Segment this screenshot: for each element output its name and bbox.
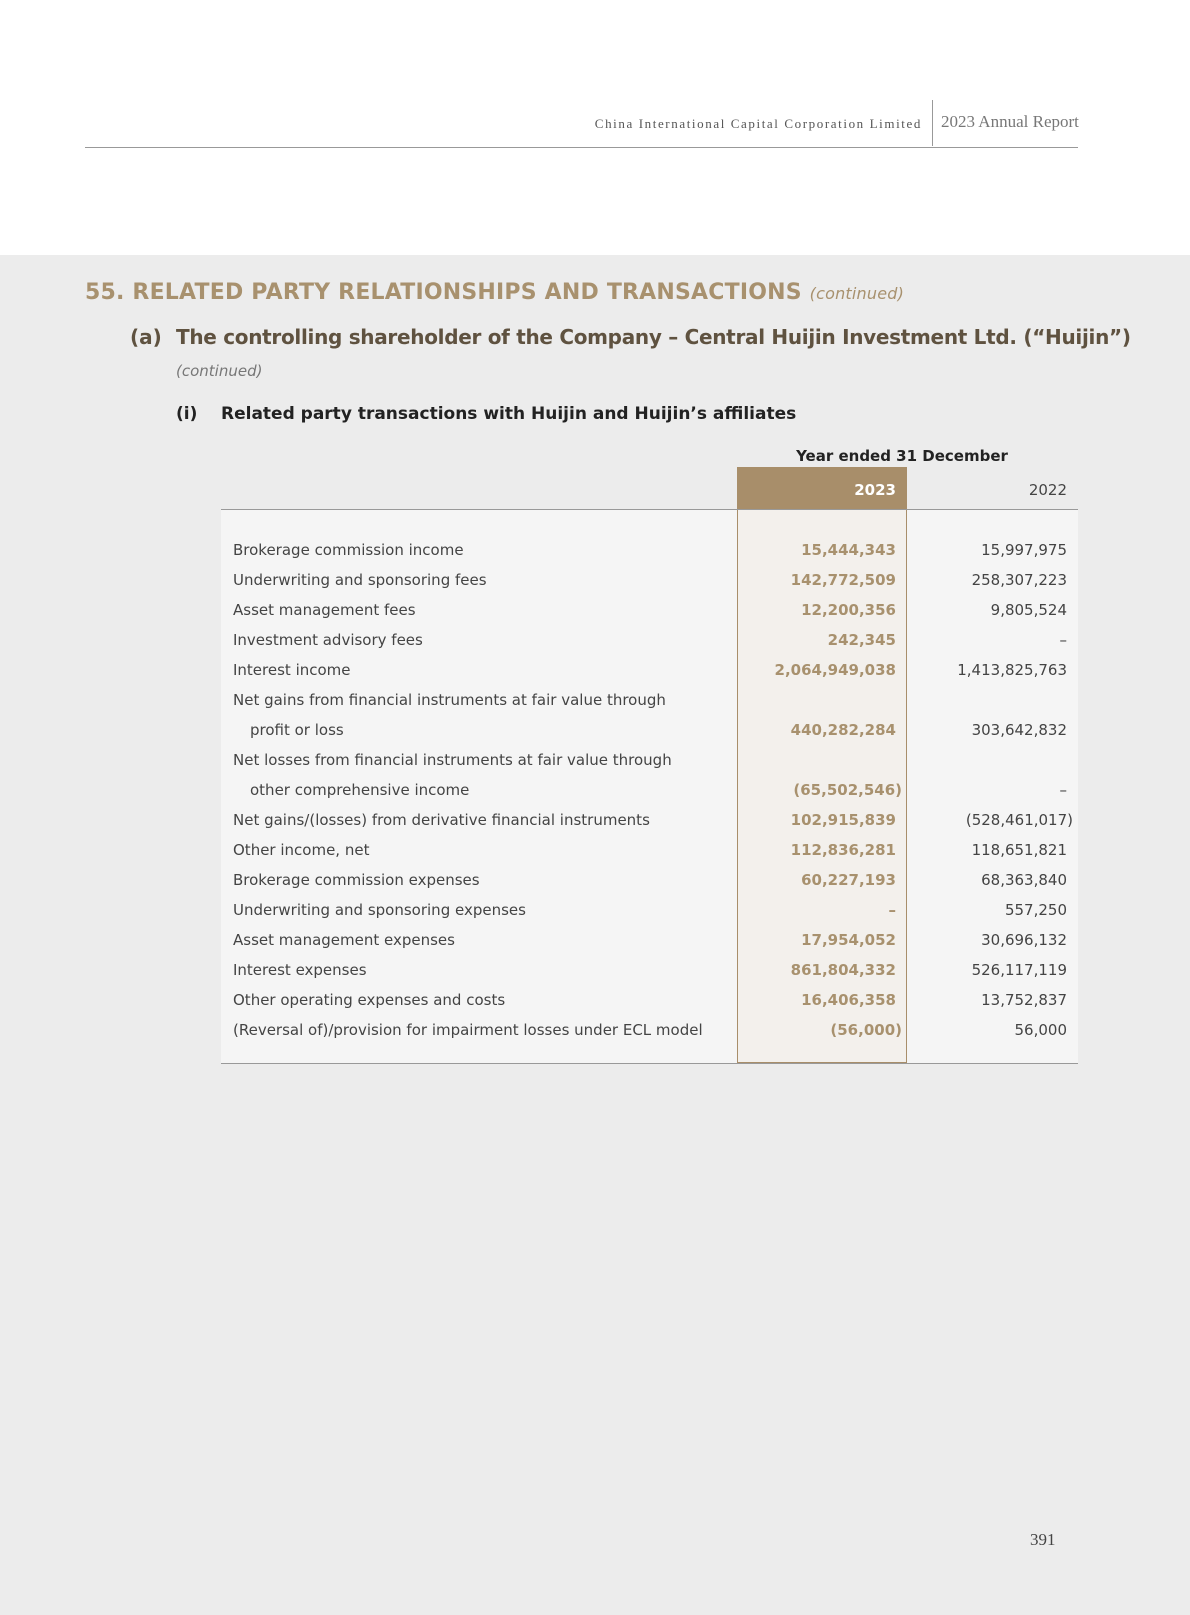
header-report-title: 2023 Annual Report xyxy=(941,112,1079,131)
value-2022: 56,000 xyxy=(1014,1021,1067,1039)
value-2023: 12,200,356 xyxy=(801,601,896,619)
table-row xyxy=(221,805,1078,835)
table-row xyxy=(221,985,1078,1015)
subsubsection-number: (i) xyxy=(176,404,198,424)
table-row xyxy=(221,655,1078,685)
value-2022: 15,997,975 xyxy=(981,541,1067,559)
row-label: profit or loss xyxy=(250,721,344,739)
value-2022: 13,752,837 xyxy=(981,991,1067,1009)
value-2023: 242,345 xyxy=(827,631,896,649)
value-2022: – xyxy=(1059,781,1067,799)
header-rule xyxy=(85,147,1078,148)
subsection-number: (a) xyxy=(130,325,162,349)
value-2022: – xyxy=(1059,631,1067,649)
table-row xyxy=(221,535,1078,565)
value-2023: 861,804,332 xyxy=(790,961,896,979)
column-header-2023: 2023 xyxy=(737,467,907,509)
column-header-2022: 2022 xyxy=(1028,481,1067,499)
table-row xyxy=(221,895,1078,925)
table-row xyxy=(221,595,1078,625)
table-bottom-rule xyxy=(221,1063,1078,1064)
value-2022: 9,805,524 xyxy=(990,601,1067,619)
table-rows xyxy=(221,535,1078,1045)
subsubsection-heading xyxy=(176,404,797,424)
row-label: Interest expenses xyxy=(233,961,367,979)
value-2023: 15,444,343 xyxy=(801,541,896,559)
value-2023: 17,954,052 xyxy=(801,931,896,949)
row-label: Underwriting and sponsoring fees xyxy=(233,571,487,589)
table-row xyxy=(221,865,1078,895)
value-2022: 1,413,825,763 xyxy=(957,661,1067,679)
value-2022: 30,696,132 xyxy=(981,931,1067,949)
header-divider xyxy=(932,100,933,146)
table-row xyxy=(221,835,1078,865)
row-label: Investment advisory fees xyxy=(233,631,423,649)
table-row xyxy=(221,745,1078,775)
value-2022: 303,642,832 xyxy=(971,721,1067,739)
value-2023: (56,000) xyxy=(830,1021,902,1039)
section-heading xyxy=(85,280,904,305)
row-label: other comprehensive income xyxy=(250,781,470,799)
header-company-name: China International Capital Corporation Limited xyxy=(594,116,922,131)
row-label: Net losses from financial instruments at fair value through xyxy=(233,751,672,769)
value-2022: (528,461,017) xyxy=(965,811,1073,829)
value-2023: 16,406,358 xyxy=(801,991,896,1009)
table-row xyxy=(221,685,1078,715)
row-label: Brokerage commission income xyxy=(233,541,464,559)
value-2023: 2,064,949,038 xyxy=(774,661,896,679)
row-label: (Reversal of)/provision for impairment losses under ECL model xyxy=(233,1021,703,1039)
section-title: 55. RELATED PARTY RELATIONSHIPS AND TRANSACTIONS xyxy=(85,280,802,305)
subsubsection-title: Related party transactions with Huijin and Huijin’s affiliates xyxy=(221,404,797,424)
value-2023: 440,282,284 xyxy=(790,721,896,739)
table-row xyxy=(221,715,1078,745)
table-row xyxy=(221,1015,1078,1045)
period-header: Year ended 31 December xyxy=(796,447,1008,465)
value-2023: 102,915,839 xyxy=(790,811,896,829)
subsection-title: The controlling shareholder of the Company – Central Huijin Investment Ltd. (“Huijin”) xyxy=(176,325,1131,349)
table-row xyxy=(221,925,1078,955)
row-label: Asset management expenses xyxy=(233,931,455,949)
subsection-continued: (continued) xyxy=(176,362,263,380)
row-label: Underwriting and sponsoring expenses xyxy=(233,901,526,919)
value-2022: 68,363,840 xyxy=(981,871,1067,889)
table-row xyxy=(221,775,1078,805)
table-row xyxy=(221,955,1078,985)
row-label: Other operating expenses and costs xyxy=(233,991,506,1009)
page-number: 391 xyxy=(1030,1530,1056,1549)
value-2022: 258,307,223 xyxy=(971,571,1067,589)
row-label: Brokerage commission expenses xyxy=(233,871,480,889)
row-label: Interest income xyxy=(233,661,351,679)
page-header-band xyxy=(0,0,1190,255)
value-2023: 112,836,281 xyxy=(790,841,896,859)
row-label: Asset management fees xyxy=(233,601,416,619)
value-2023: – xyxy=(888,901,896,919)
row-label: Other income, net xyxy=(233,841,370,859)
value-2022: 526,117,119 xyxy=(971,961,1067,979)
table-row xyxy=(221,625,1078,655)
value-2023: 142,772,509 xyxy=(790,571,896,589)
section-continued: (continued) xyxy=(809,284,905,303)
value-2022: 557,250 xyxy=(1004,901,1067,919)
value-2022: 118,651,821 xyxy=(971,841,1067,859)
table-row xyxy=(221,565,1078,595)
row-label: Net gains/(losses) from derivative financial instruments xyxy=(233,811,650,829)
value-2023: (65,502,546) xyxy=(793,781,902,799)
row-label: Net gains from financial instruments at fair value through xyxy=(233,691,666,709)
value-2023: 60,227,193 xyxy=(801,871,896,889)
